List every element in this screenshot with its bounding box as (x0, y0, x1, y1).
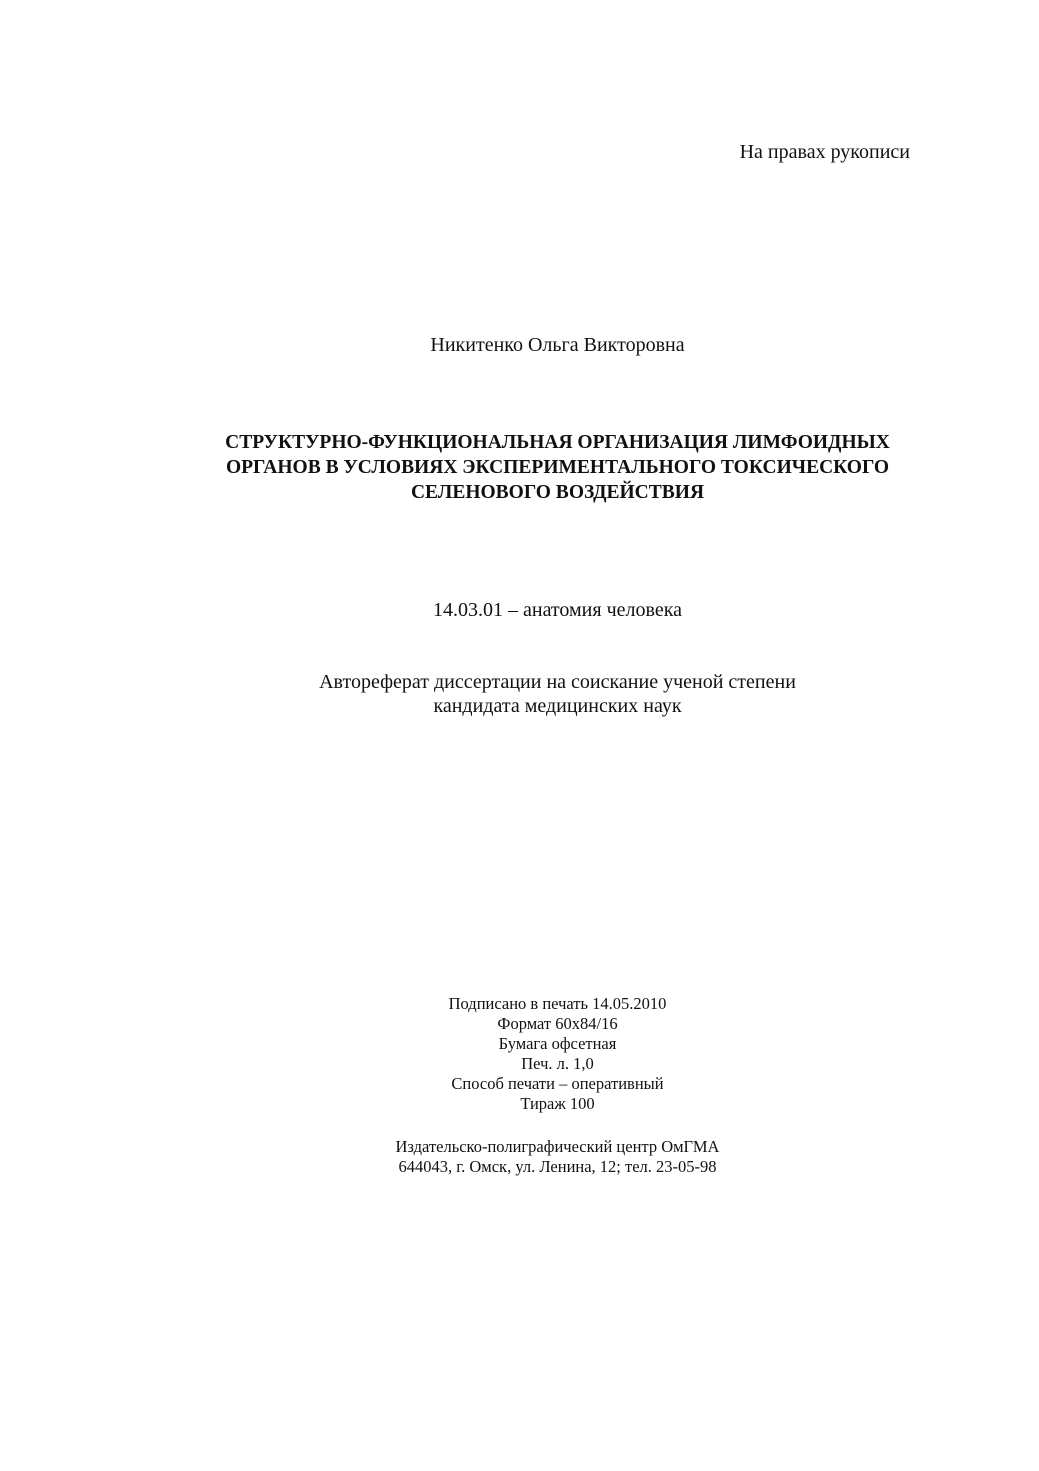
imprint-line: Способ печати – оперативный (451, 1074, 664, 1093)
imprint-line: Печ. л. 1,0 (521, 1054, 594, 1073)
specialty-code: 14.03.01 – анатомия человека (432, 599, 682, 621)
publisher-info (0, 1137, 1039, 1177)
publisher-line: 644043, г. Омск, ул. Ленина, 12; тел. 23-05-98 (398, 1157, 717, 1176)
dissertation-title (0, 430, 1039, 505)
imprint-line: Подписано в печать 14.05.2010 (448, 994, 667, 1013)
rights-note: На правах рукописи (739, 141, 910, 163)
imprint-details (0, 994, 1039, 1114)
author-name: Никитенко Ольга Викторовна (430, 334, 685, 356)
title-line: СЕЛЕНОВОГО ВОЗДЕЙСТВИЯ (410, 482, 705, 503)
title-line: СТРУКТУРНО-ФУНКЦИОНАЛЬНАЯ ОРГАНИЗАЦИЯ ЛИМФОИДНЫХ (225, 432, 890, 453)
title-line: ОРГАНОВ В УСЛОВИЯХ ЭКСПЕРИМЕНТАЛЬНОГО ТОКСИЧЕСКОГО (225, 457, 890, 478)
imprint-line: Формат 60х84/16 (497, 1014, 618, 1033)
degree-line: кандидата медицинских наук (433, 695, 682, 717)
publisher-line: Издательско-полиграфический центр ОмГМА (395, 1137, 720, 1156)
degree-description (0, 670, 1039, 718)
degree-line: Автореферат диссертации на соискание ученой степени (319, 671, 796, 693)
imprint-line: Тираж 100 (520, 1094, 595, 1113)
imprint-line: Бумага офсетная (498, 1034, 617, 1053)
